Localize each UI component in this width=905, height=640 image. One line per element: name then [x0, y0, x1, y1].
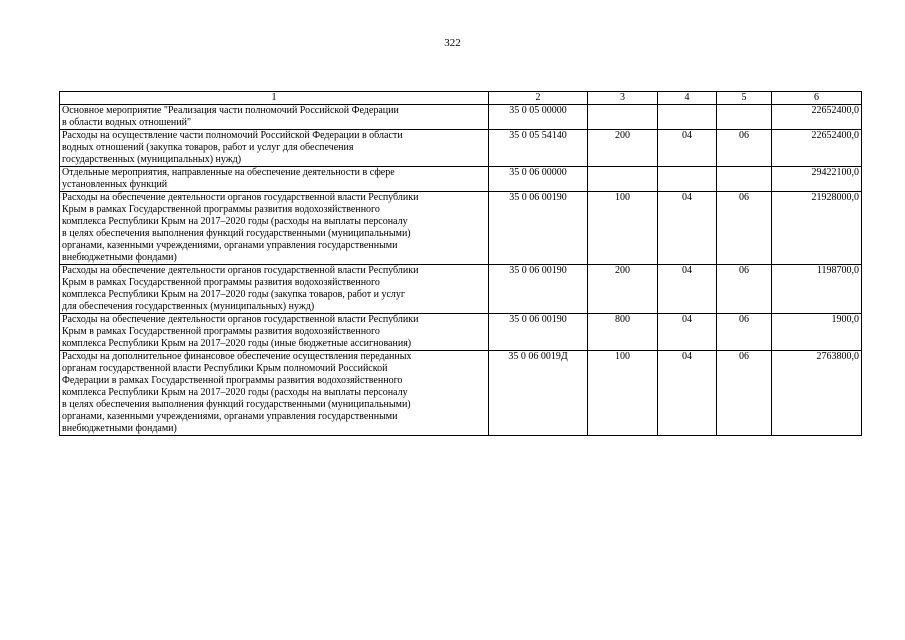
- row-rz-code: 04: [658, 130, 717, 167]
- row-rz-code: 04: [658, 192, 717, 265]
- row-csr-code: 35 0 05 00000: [489, 105, 588, 130]
- row-pr-code: [717, 167, 772, 192]
- row-name: Расходы на обеспечение деятельности органов государственной власти Республики Крым в рамках Государственной программы развития водохозяйственного комплекса Республики Крым на 2017–2020 годы (закупка товаров, работ и услуг для обеспечения государственных (муниципальных) нужд): [60, 265, 489, 314]
- header-col-6: 6: [772, 92, 862, 105]
- row-csr-code: 35 0 06 00000: [489, 167, 588, 192]
- row-name: Отдельные мероприятия, направленные на обеспечение деятельности в сфере установленных функций: [60, 167, 489, 192]
- row-sum: 2763800,0: [772, 351, 862, 436]
- header-col-2: 2: [489, 92, 588, 105]
- row-vr-code: [588, 105, 658, 130]
- table-row: [60, 192, 862, 265]
- row-rz-code: [658, 167, 717, 192]
- row-csr-code: 35 0 05 54140: [489, 130, 588, 167]
- row-sum: 29422100,0: [772, 167, 862, 192]
- table-row: [60, 265, 862, 314]
- row-pr-code: 06: [717, 130, 772, 167]
- header-col-3: 3: [588, 92, 658, 105]
- row-vr-code: 200: [588, 265, 658, 314]
- table-row: [60, 105, 862, 130]
- table-row: [60, 351, 862, 436]
- header-col-4: 4: [658, 92, 717, 105]
- row-csr-code: 35 0 06 00190: [489, 314, 588, 351]
- row-rz-code: [658, 105, 717, 130]
- row-sum: 22652400,0: [772, 105, 862, 130]
- row-vr-code: 100: [588, 192, 658, 265]
- header-col-1: 1: [60, 92, 489, 105]
- row-vr-code: 800: [588, 314, 658, 351]
- row-name: Расходы на осуществление части полномочий Российской Федерации в области водных отношений (закупка товаров, работ и услуг для обеспечения государственных (муниципальных) нужд): [60, 130, 489, 167]
- row-sum: 21928000,0: [772, 192, 862, 265]
- header-col-5: 5: [717, 92, 772, 105]
- row-vr-code: [588, 167, 658, 192]
- row-vr-code: 200: [588, 130, 658, 167]
- row-sum: 22652400,0: [772, 130, 862, 167]
- budget-table: [59, 91, 862, 436]
- table-row: [60, 130, 862, 167]
- row-vr-code: 100: [588, 351, 658, 436]
- row-rz-code: 04: [658, 351, 717, 436]
- row-csr-code: 35 0 06 00190: [489, 192, 588, 265]
- row-csr-code: 35 0 06 00190: [489, 265, 588, 314]
- row-name: Основное мероприятие "Реализация части полномочий Российской Федерации в области водных отношений": [60, 105, 489, 130]
- table-row: [60, 314, 862, 351]
- row-sum: 1900,0: [772, 314, 862, 351]
- row-name: Расходы на обеспечение деятельности органов государственной власти Республики Крым в рамках Государственной программы развития водохозяйственного комплекса Республики Крым на 2017–2020 годы (иные бюджетные ассигнования): [60, 314, 489, 351]
- row-pr-code: 06: [717, 351, 772, 436]
- row-pr-code: [717, 105, 772, 130]
- row-pr-code: 06: [717, 265, 772, 314]
- row-pr-code: 06: [717, 192, 772, 265]
- row-pr-code: 06: [717, 314, 772, 351]
- row-name: Расходы на обеспечение деятельности органов государственной власти Республики Крым в рамках Государственной программы развития водохозяйственного комплекса Республики Крым на 2017–2020 годы (расходы на выплаты персоналу в целях обеспечения выполнения функций государственными (муниципальными) органами, казенными учреждениями, органами управления государственными внебюджетными фондами): [60, 192, 489, 265]
- row-sum: 1198700,0: [772, 265, 862, 314]
- table-row: [60, 167, 862, 192]
- row-name: Расходы на дополнительное финансовое обеспечение осуществления переданных органам государственной власти Республики Крым полномочий Российской Федерации в рамках Государственной программы развития водохозяйственного комплекса Республики Крым на 2017–2020 годы (расходы на выплаты персоналу в целях обеспечения выполнения функций государственными (муниципальными) органами, казенными учреждениями, органами управления государственными внебюджетными фондами): [60, 351, 489, 436]
- row-rz-code: 04: [658, 265, 717, 314]
- row-rz-code: 04: [658, 314, 717, 351]
- row-csr-code: 35 0 06 0019Д: [489, 351, 588, 436]
- header-row: [60, 92, 862, 105]
- page-number: 322: [444, 37, 461, 49]
